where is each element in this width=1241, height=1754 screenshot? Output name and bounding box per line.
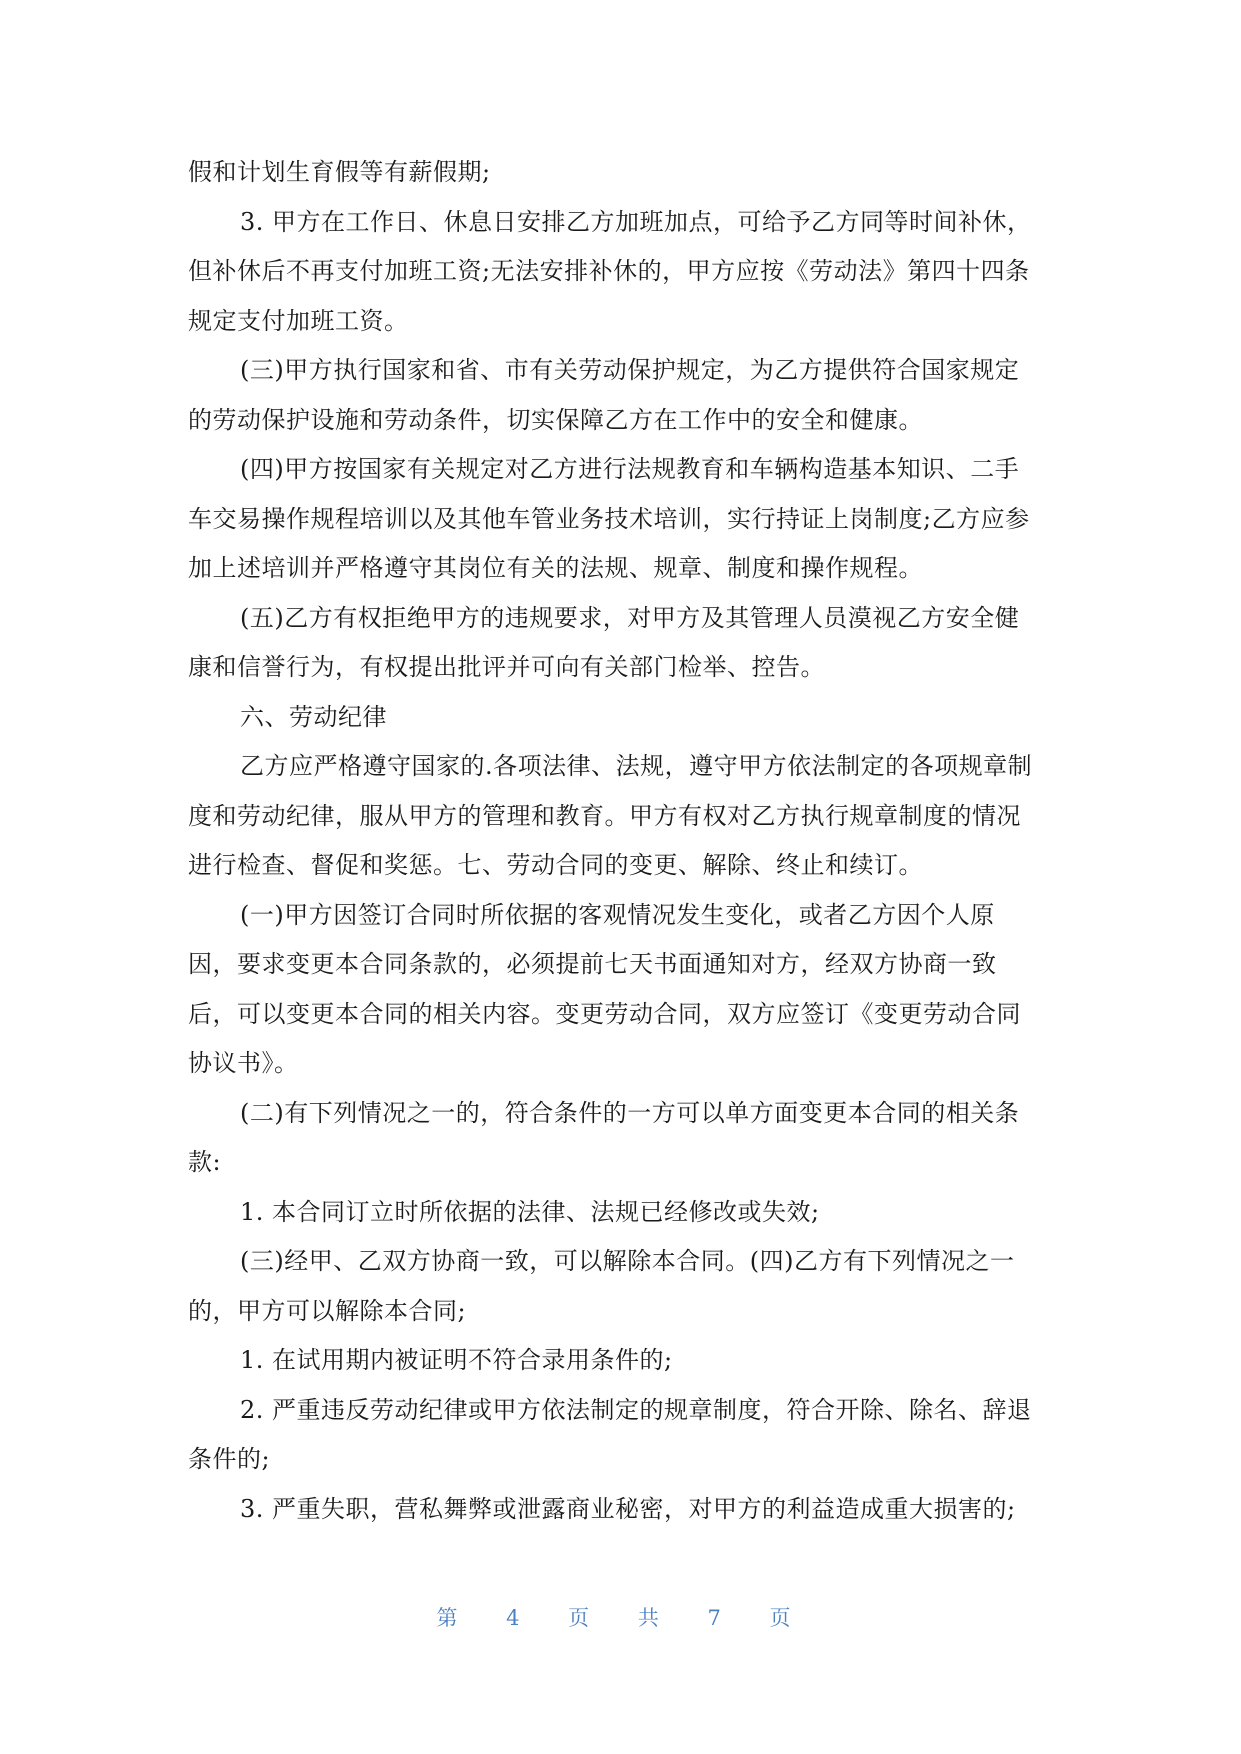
text-line: 假和计划生育假等有薪假期; [188, 158, 491, 186]
paragraph [188, 1237, 1054, 1336]
text-line: 的，甲方可以解除本合同; [188, 1296, 467, 1325]
text-line: 乙方应严格遵守国家的.各项法律、法规，遵守甲方依法制定的各项规章制 [240, 752, 1033, 780]
text-line: 加上述培训并严格遵守其岗位有关的法规、规章、制度和操作规程。 [188, 554, 923, 582]
text-line: (三)经甲、乙双方协商一致，可以解除本合同。(四)乙方有下列情况之一 [240, 1247, 1015, 1275]
paragraph [188, 346, 1054, 445]
paragraph [188, 742, 1054, 891]
text-line: (四)甲方按国家有关规定对乙方进行法规教育和车辆构造基本知识、二手 [240, 455, 1020, 483]
paragraph [188, 148, 1054, 198]
paragraph [188, 891, 1054, 1089]
page-number-footer: 第 4 页 共 7 页 [436, 1606, 805, 1630]
text-line: 3. 甲方在工作日、休息日安排乙方加班加点，可给予乙方同等时间补休， [240, 207, 1032, 236]
text-line: 协议书》。 [188, 1049, 299, 1077]
text-line: (一)甲方因签订合同时所依据的客观情况发生变化，或者乙方因个人原 [240, 900, 995, 929]
paragraph [188, 1089, 1054, 1188]
text-line: 1. 在试用期内被证明不符合录用条件的; [240, 1346, 673, 1374]
paragraph [188, 198, 1054, 347]
text-line: 2. 严重违反劳动纪律或甲方依法制定的规章制度，符合开除、除名、辞退 [240, 1395, 1032, 1424]
text-line: (三)甲方执行国家和省、市有关劳动保护规定，为乙方提供符合国家规定 [240, 356, 1020, 384]
text-line: 但补休后不再支付加班工资;无法安排补休的，甲方应按《劳动法》第四十四条 [188, 257, 1030, 285]
text-line: 后，可以变更本合同的相关内容。变更劳动合同，双方应签订《变更劳动合同 [188, 999, 1021, 1028]
text-line: 康和信誉行为，有权提出批评并可向有关部门检举、控告。 [188, 653, 825, 681]
paragraph [188, 1336, 1054, 1386]
paragraph [188, 693, 1054, 743]
text-line: 1. 本合同订立时所依据的法律、法规已经修改或失效; [240, 1197, 820, 1226]
paragraph [188, 1386, 1054, 1485]
paragraph [188, 445, 1054, 594]
paragraph [188, 594, 1054, 693]
text-line: 六、劳动纪律 [240, 702, 387, 731]
text-line: (二)有下列情况之一的，符合条件的一方可以单方面变更本合同的相关条 [240, 1098, 1020, 1127]
text-line: 进行检查、督促和奖惩。七、劳动合同的变更、解除、终止和续订。 [188, 851, 923, 879]
text-line: 车交易操作规程培训以及其他车管业务技术培训，实行持证上岗制度;乙方应参 [188, 504, 1030, 533]
text-line: 因，要求变更本合同条款的，必须提前七天书面通知对方，经双方协商一致 [188, 950, 997, 978]
text-line: 条件的; [188, 1445, 271, 1473]
text-line: 款: [188, 1148, 222, 1176]
text-line: 3. 严重失职，营私舞弊或泄露商业秘密，对甲方的利益造成重大损害的; [240, 1494, 1016, 1523]
text-line: (五)乙方有权拒绝甲方的违规要求，对甲方及其管理人员漠视乙方安全健 [240, 603, 1020, 632]
document-body [188, 148, 1054, 1534]
paragraph [188, 1188, 1054, 1238]
text-line: 度和劳动纪律，服从甲方的管理和教育。甲方有权对乙方执行规章制度的情况 [188, 801, 1021, 830]
paragraph [188, 1485, 1054, 1535]
text-line: 的劳动保护设施和劳动条件，切实保障乙方在工作中的安全和健康。 [188, 405, 923, 434]
text-line: 规定支付加班工资。 [188, 306, 409, 335]
